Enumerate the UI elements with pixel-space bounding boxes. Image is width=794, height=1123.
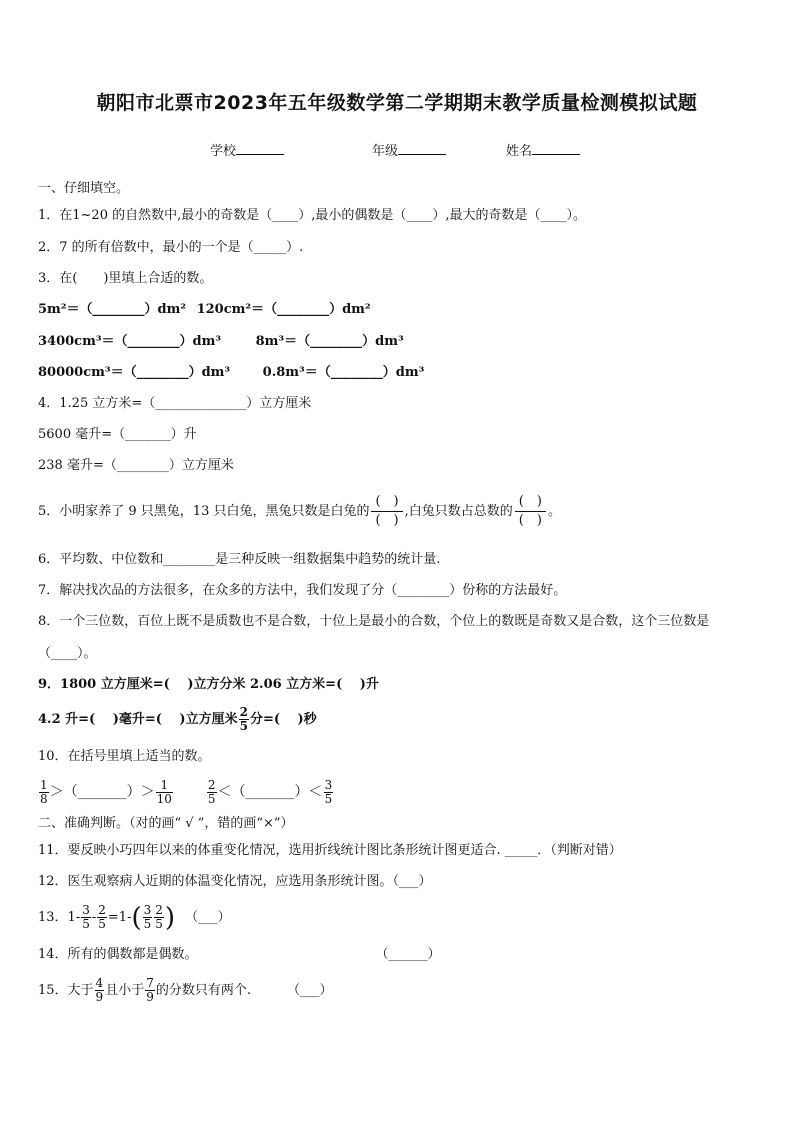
q10-middle-2: ＜（_______）＜ bbox=[217, 784, 323, 800]
question-11: 11．要反映小巧四年以来的体重变化情况，选用折线统计图比条形统计图更适合. _____．（判断对错） bbox=[38, 843, 622, 858]
question-5 bbox=[38, 488, 561, 536]
q3-row1-part2: 120cm²＝（________）dm² bbox=[196, 302, 371, 317]
q5-fraction-blank-2[interactable]: $\frac{( )}{( )}$ bbox=[515, 493, 546, 530]
q3-row1-part1: 5m²＝（________）dm² bbox=[38, 302, 187, 317]
q10-frac3-den: 5 bbox=[207, 791, 216, 806]
q9b-fraction-denominator: 5 bbox=[239, 719, 248, 733]
grade-blank[interactable] bbox=[398, 143, 446, 155]
q10-frac1-den: 8 bbox=[40, 791, 48, 806]
question-4: 4．1.25 立方米=（______________）立方厘米 bbox=[38, 396, 312, 411]
q10-middle-1: ＞（_______）＞ bbox=[49, 784, 155, 800]
q15-frac2-num: 7 bbox=[146, 976, 154, 990]
q13-minus: - bbox=[91, 910, 97, 925]
q13-frac2-num: 2 bbox=[98, 903, 106, 917]
q10-frac2-num: 1 bbox=[156, 779, 173, 793]
name-field bbox=[506, 140, 580, 159]
q13-frac2-den: 5 bbox=[98, 917, 106, 931]
question-1: 1．在1~20 的自然数中,最小的奇数是（____）,最小的偶数是（____）,最大的奇数是（____）。 bbox=[38, 208, 587, 223]
q10-frac4-den: 5 bbox=[324, 791, 333, 806]
q15-text-a: 15．大于 bbox=[38, 983, 94, 998]
section-1-heading: 一、仔细填空。 bbox=[38, 181, 130, 196]
q3-row3-part1: 80000cm³＝（________）dm³ bbox=[38, 365, 231, 380]
name-blank[interactable] bbox=[532, 143, 580, 155]
question-14 bbox=[38, 947, 441, 963]
q14-text: 14．所有的偶数都是偶数。 bbox=[38, 947, 198, 962]
question-12: 12．医生观察病人近期的体温变化情况，应选用条形统计图。（___） bbox=[38, 874, 432, 889]
school-label: 学校 bbox=[210, 144, 237, 159]
question-3-row-1 bbox=[38, 302, 371, 318]
q13-frac1-num: 3 bbox=[82, 903, 90, 917]
question-4-row-2: 5600 毫升=（_______）升 bbox=[38, 427, 197, 442]
q3-row3-part2: 0.8m³＝（________）dm³ bbox=[262, 365, 425, 380]
question-6: 6．平均数、中位数和________是三种反映一组数据集中趋势的统计量. bbox=[38, 552, 441, 567]
q13-frac3-num: 3 bbox=[143, 903, 152, 917]
question-7: 7．解决找次品的方法很多，在众多的方法中，我们发现了分（________）份称的方法最好。 bbox=[38, 583, 567, 598]
q15-text-b: 且小于 bbox=[105, 983, 145, 998]
q13-frac4-den: 5 bbox=[155, 917, 163, 931]
question-4-row-3: 238 毫升=（________）立方厘米 bbox=[38, 458, 234, 473]
school-field bbox=[210, 140, 284, 159]
q13-frac3-den: 5 bbox=[143, 917, 152, 931]
q13-label: 13． bbox=[38, 910, 68, 925]
q3-row2-part1: 3400cm³＝（________）dm³ bbox=[38, 334, 222, 349]
name-label: 姓名 bbox=[506, 144, 533, 159]
question-8-continued: （____）。 bbox=[38, 646, 97, 661]
q5-fraction-blank-1[interactable]: $\frac{( )}{( )}$ bbox=[371, 493, 402, 530]
q15-frac1-den: 9 bbox=[95, 990, 104, 1004]
question-9-row-2 bbox=[38, 704, 317, 736]
q15-answer-blank[interactable]: （___） bbox=[286, 983, 333, 998]
grade-field bbox=[372, 140, 446, 159]
q15-text-c: 的分数只有两个. bbox=[155, 983, 251, 998]
section-2-heading: 二、准确判断。（对的画“ √ ”，错的画“×”） bbox=[38, 816, 294, 831]
q13-equals: =1- bbox=[107, 910, 132, 925]
question-3-row-3 bbox=[38, 365, 424, 381]
q10-frac1-num: 1 bbox=[40, 777, 48, 792]
q5-text-a: 5．小明家养了 9 只黑兔，13 只白兔，黑兔只数是白兔的 bbox=[38, 504, 370, 519]
question-10: 10．在括号里填上适当的数。 bbox=[38, 749, 211, 764]
q3-row2-part2: 8m³＝（________）dm³ bbox=[255, 334, 404, 349]
q14-answer-blank[interactable]: （______） bbox=[375, 947, 441, 962]
q13-frac4-num: 2 bbox=[155, 903, 163, 917]
q13-text-a: 1- bbox=[67, 910, 81, 925]
q5-text-b: ,白兔只数占总数的 bbox=[404, 504, 513, 519]
q10-frac4-num: 3 bbox=[324, 777, 333, 792]
question-15 bbox=[38, 970, 333, 1012]
question-13: 13．1- $\frac{3}{5}$ - $\frac{2}{5}$ =1-( $\frac{3}{5}$ $\frac{2}{5}$ ) （___） bbox=[38, 902, 231, 933]
question-2: 2．7 的所有倍数中，最小的一个是（_____）. bbox=[38, 240, 304, 255]
question-9: 9．1800 立方厘米=( )立方分米 2.06 立方米=( )升 bbox=[38, 677, 379, 692]
question-3-row-2 bbox=[38, 334, 404, 350]
page-title: 朝阳市北票市2023年五年级数学第二学期期末教学质量检测模拟试题 bbox=[96, 92, 698, 114]
q9b-text-b: 分=( )秒 bbox=[249, 712, 317, 727]
question-10-row bbox=[38, 772, 334, 812]
q15-frac1-num: 4 bbox=[95, 976, 104, 990]
q13-answer-blank[interactable]: （___） bbox=[185, 910, 231, 925]
grade-label: 年级 bbox=[372, 144, 399, 159]
q9b-text-a: 4.2 升=( )毫升=( )立方厘米 bbox=[38, 712, 238, 727]
q15-frac2-den: 9 bbox=[146, 990, 154, 1004]
q5-text-c: 。 bbox=[547, 504, 561, 519]
q13-frac1-den: 5 bbox=[82, 917, 90, 931]
q10-frac2-den: 10 bbox=[156, 791, 172, 806]
q9b-fraction-numerator: 2 bbox=[239, 705, 248, 719]
q10-frac3-num: 2 bbox=[207, 777, 216, 792]
question-8: 8．一个三位数，百位上既不是质数也不是合数，十位上是最小的合数，个位上的数既是奇数又是合数，这个三位数是 bbox=[38, 614, 710, 629]
question-3: 3．在( )里填上合适的数。 bbox=[38, 271, 213, 286]
school-blank[interactable] bbox=[236, 143, 284, 155]
